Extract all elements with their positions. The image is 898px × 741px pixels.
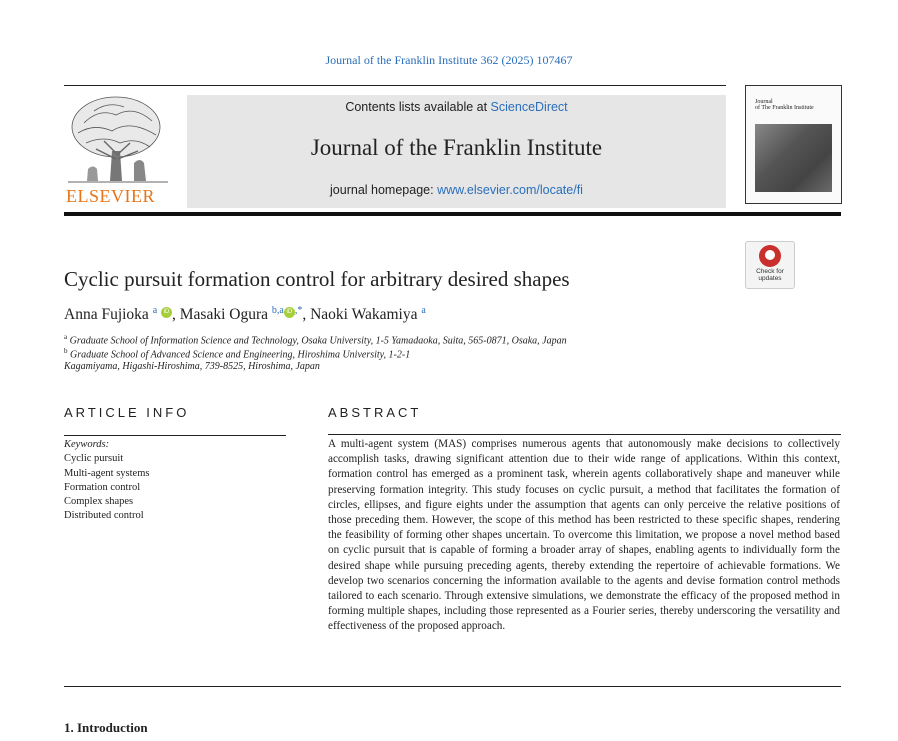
journal-name: Journal of the Franklin Institute (310, 135, 603, 160)
sciencedirect-link[interactable]: ScienceDirect (490, 100, 568, 114)
cover-title (755, 99, 814, 111)
citation-link[interactable]: Journal of the Franklin Institute 362 (2025) 107467 (325, 53, 573, 67)
cover-title-line-2: of The Franklin Institute (755, 105, 814, 111)
affiliation-text: Graduate School of Advanced Science and Engineering, Hiroshima University, 1-2-1 (70, 349, 411, 361)
article-title: Cyclic pursuit formation control for arbitrary desired shapes (64, 267, 570, 291)
author-affiliation-mark[interactable]: a (152, 305, 158, 316)
article-info-rule (64, 435, 286, 436)
contents-line (187, 100, 726, 114)
journal-header-box (187, 95, 726, 208)
header-bottom-rule (64, 212, 841, 216)
abstract-heading: ABSTRACT (328, 405, 422, 420)
keywords-label: Keywords: (64, 439, 110, 450)
corresponding-author-mark[interactable]: ,* (294, 305, 303, 316)
homepage-prefix: journal homepage: (330, 183, 438, 197)
author-name[interactable]: Masaki Ogura (179, 306, 269, 324)
author-affiliation-mark[interactable]: b,a (271, 305, 284, 316)
affiliation-b-continued (64, 361, 320, 372)
orcid-icon[interactable]: iD (161, 307, 172, 318)
affiliation-mark: b (64, 347, 68, 355)
affiliation-text: Kagamiyama, Higashi-Hiroshima, 739-8525, Hiroshima, Japan (64, 361, 320, 372)
abstract-bottom-rule (64, 686, 841, 687)
keyword: Cyclic pursuit (64, 453, 124, 465)
cover-image (755, 124, 832, 192)
check-updates-line-2: updates (758, 275, 782, 282)
check-updates-line-1: Check for (756, 268, 784, 275)
author-list: Anna Fujioka $^a$ iD , Masaki Ogura $^{b,a}$ iD ,*, Naoki Wakamiya $^a$ (64, 305, 426, 324)
article-info-heading: ARTICLE INFO (64, 405, 190, 420)
author-name[interactable]: Anna Fujioka (64, 306, 149, 324)
orcid-icon[interactable]: iD (284, 307, 295, 318)
author-name[interactable]: Naoki Wakamiya (310, 306, 418, 324)
affiliation-mark: a (64, 333, 68, 341)
cover-title-line-1: Journal (755, 99, 773, 105)
check-for-updates-button[interactable] (745, 241, 795, 289)
crossmark-icon (759, 245, 781, 267)
keyword: Complex shapes (64, 496, 134, 508)
journal-cover-thumbnail[interactable] (745, 85, 842, 204)
publisher-name: ELSEVIER (66, 186, 155, 206)
header-top-rule (64, 85, 726, 86)
homepage-line (187, 183, 726, 197)
contents-prefix: Contents lists available at (345, 100, 491, 114)
keywords-list (64, 438, 149, 524)
homepage-link[interactable]: www.elsevier.com/locate/fi (437, 183, 583, 197)
affiliation-a (64, 333, 567, 346)
affiliation-text: Graduate School of Information Science and Technology, Osaka University, 1-5 Yamadaoka, Suita, 565-0871, Osaka, Japan (69, 335, 567, 347)
affiliation-b (64, 347, 410, 360)
abstract-rule (328, 434, 841, 435)
keyword: Multi-agent systems (64, 467, 150, 479)
keyword: Formation control (64, 481, 141, 493)
abstract-text: A multi-agent system (MAS) comprises numerous agents that autonomously make decisions to collectively accomplish tasks, drawing significant attention due to their wide range of applications. Within this context, formation control has emerged as a prominent task, wherein agents collaboratively shape and maneuver while preserving formation integrity. This study focuses on cyclic pursuit, a method that facilitates the formation of circles, ellipses, and figure eights under the assumption that agents can only perceive the relative positions of those preceding them. However, the scope of this method has been restricted to these specific shapes, rendering the feasibility of forming other shapes uncertain. To overcome this limitation, we propose a novel method based on cyclic pursuit that is capable of forming a broader array of shapes, enabling agents to individually form the desired shape while pursuing preceding agents, thereby extending the repertoire of achievable formations. We develop two scenarios concerning the information available to the agents and devise formation control methods tailored to each scenario. Through extensive simulations, we demonstrate the efficacy of the proposed method in forming multiple shapes, including those represented as a Fourier series, thereby underscoring the versatility and effectiveness of the proposed approach. (328, 438, 840, 633)
author-affiliation-mark[interactable]: a (421, 305, 426, 316)
keyword: Distributed control (64, 510, 144, 522)
journal-citation (0, 53, 898, 68)
section-heading-introduction: 1. Introduction (64, 720, 148, 735)
